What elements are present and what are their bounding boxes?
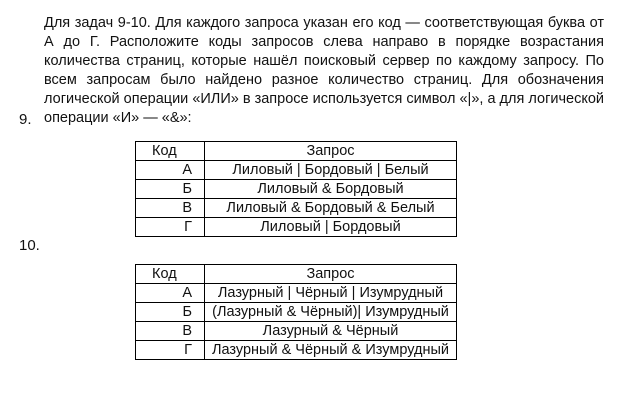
task-9-table: [135, 141, 457, 237]
code-header: Код: [136, 142, 205, 161]
task-9-number: 9.: [19, 111, 32, 128]
table-row: [136, 303, 457, 322]
table-row: [136, 180, 457, 199]
task-10-table: [135, 264, 457, 360]
code-header: Код: [136, 265, 205, 284]
row-query: Лиловый | Бордовый: [205, 218, 457, 237]
table-row: [136, 218, 457, 237]
row-query: Лазурный & Чёрный & Изумрудный: [205, 341, 457, 360]
query-header: Запрос: [205, 142, 457, 161]
row-code: В: [136, 322, 205, 341]
row-query: Лиловый & Бордовый & Белый: [205, 199, 457, 218]
row-query: Лазурный | Чёрный | Изумрудный: [205, 284, 457, 303]
row-code: В: [136, 199, 205, 218]
row-code: А: [136, 161, 205, 180]
row-code: Б: [136, 180, 205, 199]
table-row: [136, 199, 457, 218]
row-query: Лиловый & Бордовый: [205, 180, 457, 199]
intro-text: Для задач 9-10. Для каждого запроса указан его код — соответствующая буква от А до Г. Расположите коды запросов слева направо в порядке возрастания количества страниц, которые нашёл поисковый сервер по каждому запросу. По всем запросам было найдено разное количество страниц. Для обозначения логической операции «ИЛИ» в запросе используется символ «|», а для логической операции «И» — «&»:: [44, 15, 604, 126]
row-query: (Лазурный & Чёрный)| Изумрудный: [205, 303, 457, 322]
query-header: Запрос: [205, 265, 457, 284]
table-row: [136, 322, 457, 341]
table-row: [136, 284, 457, 303]
row-code: А: [136, 284, 205, 303]
row-code: Б: [136, 303, 205, 322]
table-row: [136, 161, 457, 180]
table-row: [136, 341, 457, 360]
row-code: Г: [136, 341, 205, 360]
row-code: Г: [136, 218, 205, 237]
table-header-row: [136, 142, 457, 161]
row-query: Лиловый | Бордовый | Белый: [205, 161, 457, 180]
row-query: Лазурный & Чёрный: [205, 322, 457, 341]
table-header-row: [136, 265, 457, 284]
task-10-number: 10.: [19, 237, 40, 254]
